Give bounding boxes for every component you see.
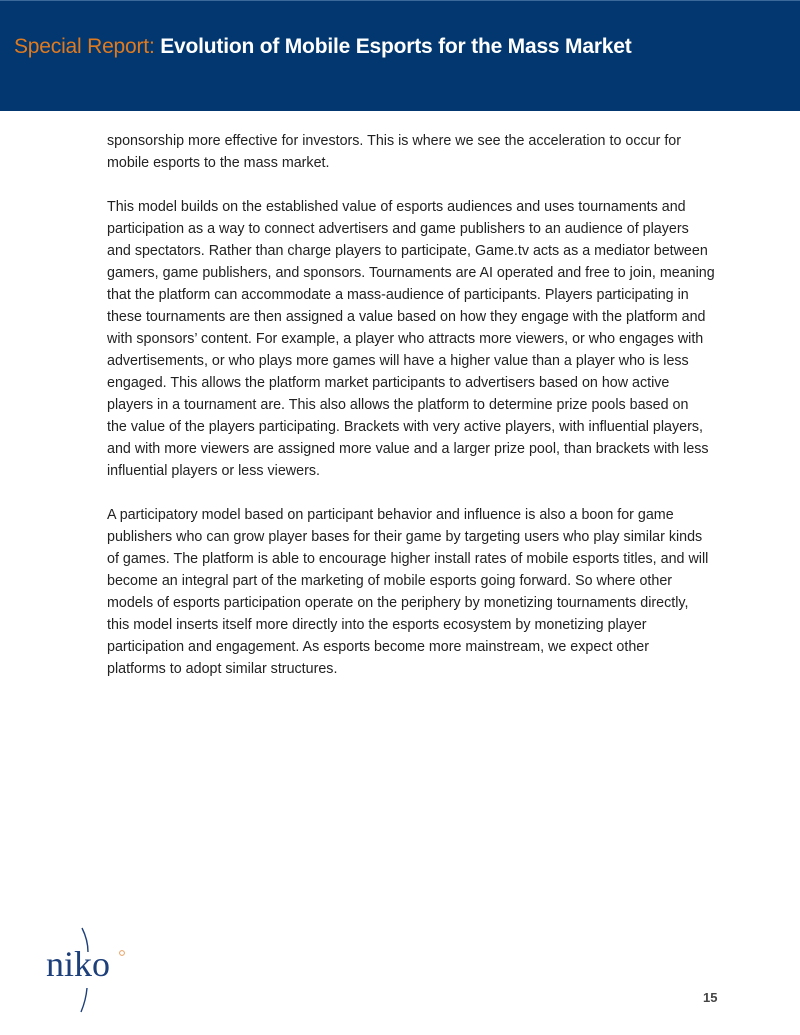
- text-line: mobile esports to the mass market.: [107, 155, 330, 171]
- paragraph: [107, 196, 727, 482]
- text-line: gamers, game publishers, and sponsors. Tournaments are AI operated and free to join, meaning: [107, 265, 715, 281]
- page-number: 15: [703, 990, 718, 1005]
- text-line: platforms to adopt similar structures.: [107, 661, 338, 677]
- text-line: engaged. This allows the platform market participants to advertisers based on how active: [107, 375, 670, 391]
- title-prefix: Special Report:: [14, 35, 155, 58]
- paragraph: [107, 504, 727, 680]
- title-main: Evolution of Mobile Esports for the Mass Market: [160, 35, 632, 58]
- text-line: and with more viewers are assigned more value and a larger prize pool, than brackets with less: [107, 441, 709, 457]
- text-line: advertisements, or who plays more games will have a higher value than a player who is less: [107, 353, 689, 369]
- text-line: these tournaments are then assigned a value based on how they engage with the platform and: [107, 309, 706, 325]
- text-line: This model builds on the established value of esports audiences and uses tournaments and: [107, 199, 686, 215]
- svg-text:niko: niko: [46, 944, 111, 984]
- text-line: publishers who can grow player bases for their game by targeting users who play similar kinds: [107, 529, 703, 545]
- text-line: participation as a way to connect advertisers and game publishers to an audience of players: [107, 221, 689, 237]
- text-line: A participatory model based on participant behavior and influence is also a boon for game: [107, 507, 674, 523]
- paragraph: [107, 130, 727, 174]
- text-line: models of esports participation operate on the periphery by monetizing tournaments directly,: [107, 595, 689, 611]
- text-line: and spectators. Rather than charge players to participate, Game.tv acts as a mediator between: [107, 243, 708, 259]
- report-header: [0, 0, 800, 111]
- niko-logo: [44, 926, 134, 1014]
- text-line: of games. The platform is able to encourage higher install rates of mobile esports titles, and will: [107, 551, 709, 567]
- text-line: the value of the players participating. Brackets with very active players, with influential players,: [107, 419, 703, 435]
- text-line: become an integral part of the marketing of mobile esports going forward. So where other: [107, 573, 673, 589]
- text-line: that the platform can accommodate a mass-audience of participants. Players participating in: [107, 287, 689, 303]
- text-line: with sponsors’ content. For example, a player who attracts more viewers, or who engages with: [107, 331, 704, 347]
- report-title: [14, 35, 632, 59]
- text-line: this model inserts itself more directly into the esports ecosystem by monetizing player: [107, 617, 647, 633]
- text-line: participation and engagement. As esports become more mainstream, we expect other: [107, 639, 649, 655]
- text-line: influential players or less viewers.: [107, 463, 320, 479]
- body-text: [107, 130, 727, 702]
- text-line: players in a tournament are. This also allows the platform to determine prize pools based on: [107, 397, 689, 413]
- text-line: sponsorship more effective for investors. This is where we see the acceleration to occur for: [107, 133, 681, 149]
